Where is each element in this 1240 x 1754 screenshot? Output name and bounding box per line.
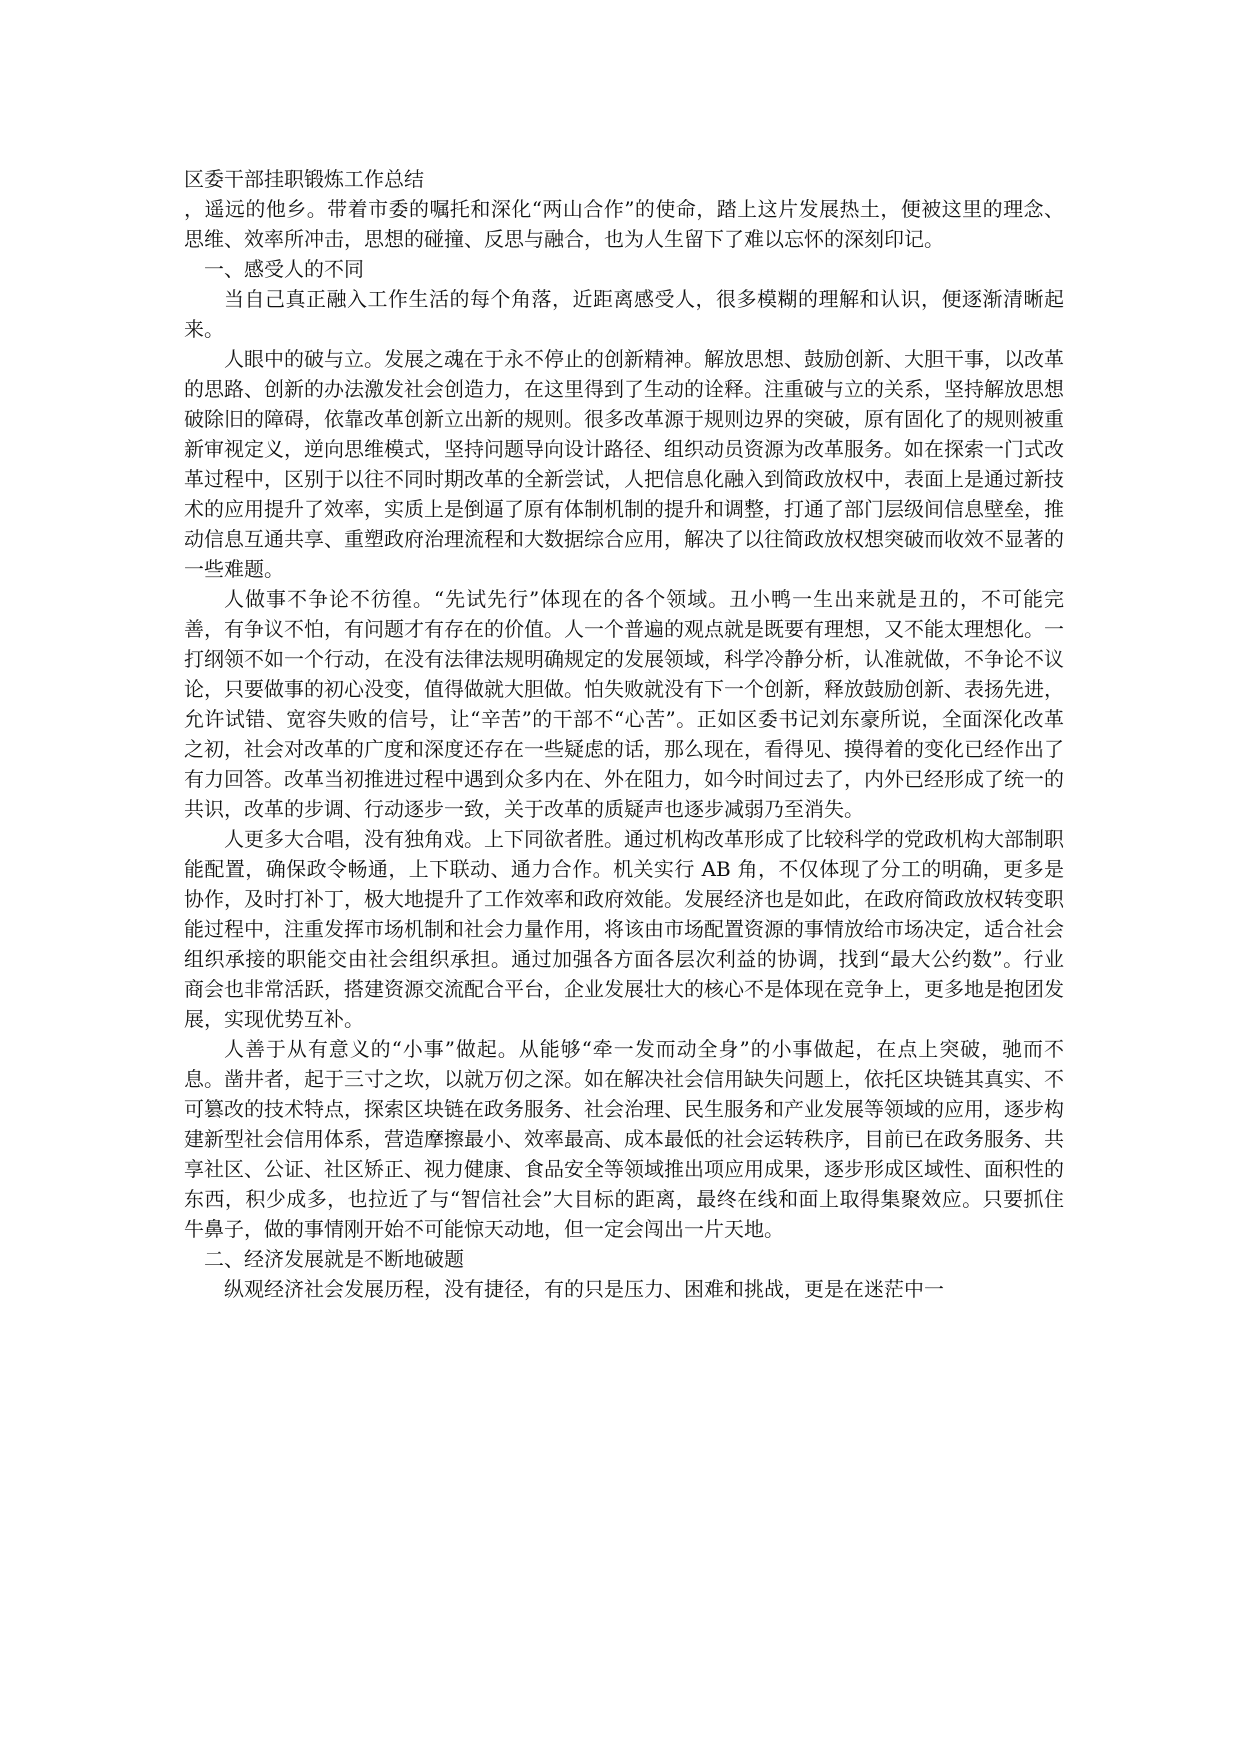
intro-paragraph: ，遥远的他乡。带着市委的嘱托和深化“两山合作”的使命，踏上这片发展热土，便被这里的理念、思维、效率所冲击，思想的碰撞、反思与融合，也为人生留下了难以忘怀的深刻印记。 <box>184 197 1064 251</box>
section-1-paragraph: 人做事不争论不彷徨。“先试先行”体现在的各个领域。丑小鸭一生出来就是丑的，不可能完善，有争议不怕，有问题才有存在的价值。人一个普遍的观点就是既要有理想，又不能太理想化。一打纲领不如一个行动，在没有法律法规明确规定的发展领域，科学冷静分析，认准就做，不争论不议论，只要做事的初心没变，值得做就大胆做。怕失败就没有下一个创新，释放鼓励创新、表扬先进，允许试错、宽容失败的信号，让“辛苦”的干部不“心苦”。正如区委书记刘东豪所说，全面深化改革之初，社会对改革的广度和深度还存在一些疑虑的话，那么现在，看得见、摸得着的变化已经作出了有力回答。改革当初推进过程中遇到众多内在、外在阻力，如今时间过去了，内外已经形成了统一的共识，改革的步调、行动逐步一致，关于改革的质疑声也逐步减弱乃至消失。 <box>184 587 1064 821</box>
section-1-paragraph: 人善于从有意义的“小事”做起。从能够“牵一发而动全身”的小事做起，在点上突破，驰而不息。凿井者，起于三寸之坎，以就万仞之深。如在解决社会信用缺失问题上，依托区块链其真实、不可篡改的技术特点，探索区块链在政务服务、社会治理、民生服务和产业发展等领域的应用，逐步构建新型社会信用体系，营造摩擦最小、效率最高、成本最低的社会运转秩序，目前已在政务服务、共享社区、公证、社区矫正、视力健康、食品安全等领域推出项应用成果，逐步形成区域性、面积性的东西，积少成多，也拉近了与“智信社会”大目标的距离，最终在线和面上取得集聚效应。只要抓住牛鼻子，做的事情刚开始不可能惊天动地，但一定会闯出一片天地。 <box>184 1037 1064 1241</box>
section-2-heading: 二、经济发展就是不断地破题 <box>204 1247 464 1271</box>
section-1-heading: 一、感受人的不同 <box>204 257 364 281</box>
section-2-paragraph: 纵观经济社会发展历程，没有捷径，有的只是压力、困难和挑战，更是在迷茫中一 <box>224 1277 944 1301</box>
document-page <box>184 164 1064 1304</box>
section-1-paragraph: 当自己真正融入工作生活的每个角落，近距离感受人，很多模糊的理解和认识，便逐渐清晰起来。 <box>184 287 1064 341</box>
document-title: 区委干部挂职锻炼工作总结 <box>184 167 424 191</box>
section-1-paragraph: 人更多大合唱，没有独角戏。上下同欲者胜。通过机构改革形成了比较科学的党政机构大部制职能配置，确保政令畅通，上下联动、通力合作。机关实行 AB 角，不仅体现了分工的明确，更多是协作，及时打补丁，极大地提升了工作效率和政府效能。发展经济也是如此，在政府简政放权转变职能过程中，注重发挥市场机制和社会力量作用，将该由市场配置资源的事情放给市场决定，适合社会组织承接的职能交由社会组织承担。通过加强各方面各层次利益的协调，找到“最大公约数”。行业商会也非常活跃，搭建资源交流配合平台，企业发展壮大的核心不是体现在竞争上，更多地是抱团发展，实现优势互补。 <box>184 827 1064 1031</box>
section-1-paragraph: 人眼中的破与立。发展之魂在于永不停止的创新精神。解放思想、鼓励创新、大胆干事，以改革的思路、创新的办法激发社会创造力，在这里得到了生动的诠释。注重破与立的关系，坚持解放思想破除旧的障碍，依靠改革创新立出新的规则。很多改革源于规则边界的突破，原有固化了的规则被重新审视定义，逆向思维模式，坚持问题导向设计路径、组织动员资源为改革服务。如在探索一门式改革过程中，区别于以往不同时期改革的全新尝试，人把信息化融入到简政放权中，表面上是通过新技术的应用提升了效率，实质上是倒逼了原有体制机制的提升和调整，打通了部门层级间信息壁垒，推动信息互通共享、重塑政府治理流程和大数据综合应用，解决了以往简政放权想突破而收效不显著的一些难题。 <box>184 347 1064 581</box>
